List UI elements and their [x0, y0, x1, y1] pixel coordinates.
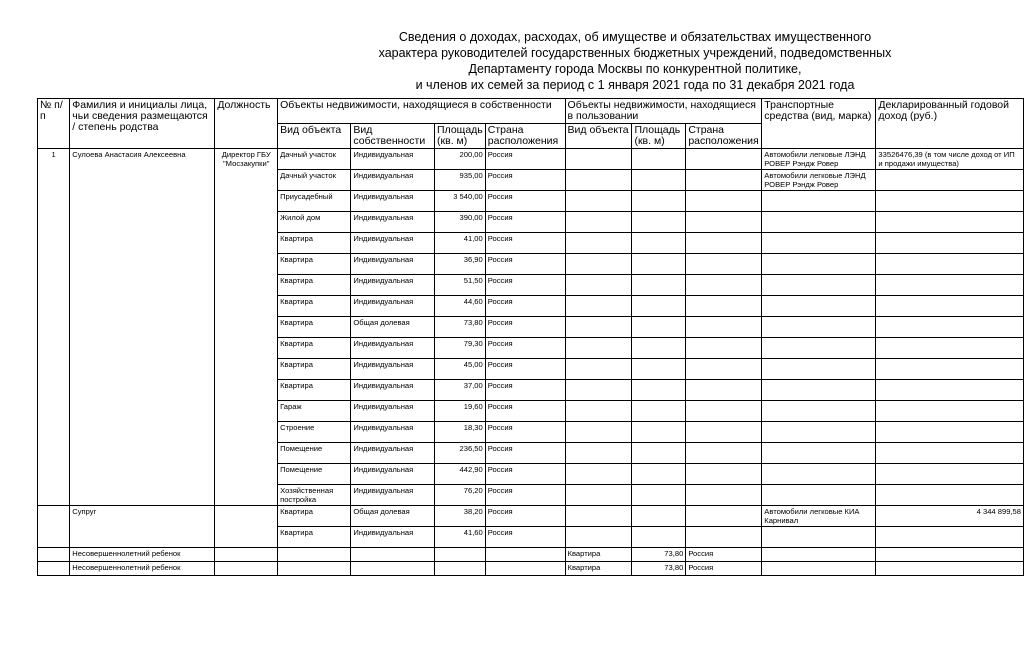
header-owned-ownership: Вид собственности	[351, 124, 435, 149]
used-type-cell	[565, 464, 632, 485]
transport-cell: Автомобили легковые КИА Карнивал	[762, 506, 876, 527]
owned-country-cell: Россия	[485, 527, 565, 548]
owned-type-cell: Гараж	[278, 401, 351, 422]
used-country-cell	[686, 338, 762, 359]
used-country-cell	[686, 485, 762, 506]
owned-area-cell: 79,30	[435, 338, 486, 359]
used-country-cell	[686, 317, 762, 338]
used-area-cell	[632, 338, 686, 359]
position-cell	[215, 506, 278, 548]
income-cell	[876, 359, 1024, 380]
transport-cell	[762, 422, 876, 443]
owned-ownership-cell: Индивидуальная	[351, 380, 435, 401]
owned-type-cell: Квартира	[278, 380, 351, 401]
used-country-cell	[686, 422, 762, 443]
used-area-cell	[632, 443, 686, 464]
owned-ownership-cell: Индивидуальная	[351, 254, 435, 275]
transport-cell	[762, 464, 876, 485]
used-area-cell	[632, 359, 686, 380]
num-cell	[38, 506, 70, 548]
transport-cell: Автомобили легковые ЛЭНД РОВЕР Рэндж Ровер	[762, 170, 876, 191]
document-title	[240, 29, 1024, 93]
owned-area-cell: 390,00	[435, 212, 486, 233]
income-cell	[876, 548, 1024, 562]
owned-type-cell: Квартира	[278, 317, 351, 338]
used-type-cell: Квартира	[565, 548, 632, 562]
income-cell	[876, 233, 1024, 254]
used-area-cell	[632, 464, 686, 485]
table-row	[38, 149, 1024, 170]
owned-country-cell	[485, 562, 565, 576]
used-area-cell	[632, 401, 686, 422]
header-used-country: Страна расположения	[686, 124, 762, 149]
table-row	[38, 506, 1024, 527]
name-cell: Несовершеннолетний ребенок	[70, 548, 215, 562]
income-cell	[876, 464, 1024, 485]
used-type-cell	[565, 212, 632, 233]
owned-ownership-cell: Индивидуальная	[351, 212, 435, 233]
used-country-cell	[686, 212, 762, 233]
header-owned-area: Площадь (кв. м)	[435, 124, 486, 149]
owned-type-cell: Хозяйственная постройка	[278, 485, 351, 506]
owned-ownership-cell: Индивидуальная	[351, 443, 435, 464]
income-cell	[876, 170, 1024, 191]
used-country-cell: Россия	[686, 548, 762, 562]
transport-cell	[762, 562, 876, 576]
used-country-cell	[686, 401, 762, 422]
header-income: Декларированный годовой доход (руб.)	[876, 99, 1024, 149]
transport-cell	[762, 401, 876, 422]
owned-ownership-cell: Индивидуальная	[351, 338, 435, 359]
owned-type-cell: Квартира	[278, 338, 351, 359]
income-cell	[876, 401, 1024, 422]
owned-country-cell: Россия	[485, 464, 565, 485]
used-type-cell	[565, 170, 632, 191]
owned-ownership-cell: Индивидуальная	[351, 296, 435, 317]
owned-ownership-cell: Индивидуальная	[351, 401, 435, 422]
owned-ownership-cell: Индивидуальная	[351, 527, 435, 548]
used-country-cell	[686, 149, 762, 170]
used-area-cell	[632, 527, 686, 548]
transport-cell	[762, 443, 876, 464]
position-cell: Директор ГБУ "Мосзакупки"	[215, 149, 278, 506]
owned-ownership-cell	[351, 548, 435, 562]
owned-country-cell: Россия	[485, 338, 565, 359]
transport-cell	[762, 212, 876, 233]
header-owned-country: Страна расположения	[485, 124, 565, 149]
owned-type-cell	[278, 562, 351, 576]
owned-area-cell: 44,60	[435, 296, 486, 317]
owned-country-cell: Россия	[485, 233, 565, 254]
income-cell	[876, 254, 1024, 275]
used-type-cell	[565, 296, 632, 317]
num-cell	[38, 562, 70, 576]
income-cell	[876, 275, 1024, 296]
owned-area-cell: 19,60	[435, 401, 486, 422]
used-area-cell	[632, 485, 686, 506]
owned-type-cell: Квартира	[278, 506, 351, 527]
owned-country-cell: Россия	[485, 422, 565, 443]
owned-area-cell	[435, 562, 486, 576]
transport-cell	[762, 254, 876, 275]
income-cell: 4 344 899,58	[876, 506, 1024, 527]
used-country-cell: Россия	[686, 562, 762, 576]
owned-type-cell: Дачный участок	[278, 170, 351, 191]
owned-country-cell: Россия	[485, 485, 565, 506]
transport-cell	[762, 275, 876, 296]
header-used-group: Объекты недвижимости, находящиеся в пользовании	[565, 99, 762, 124]
owned-country-cell: Россия	[485, 296, 565, 317]
used-type-cell	[565, 359, 632, 380]
used-country-cell	[686, 296, 762, 317]
owned-area-cell: 41,00	[435, 233, 486, 254]
owned-area-cell: 36,90	[435, 254, 486, 275]
table-body	[38, 149, 1024, 576]
used-type-cell	[565, 527, 632, 548]
owned-type-cell: Помещение	[278, 443, 351, 464]
owned-ownership-cell: Индивидуальная	[351, 233, 435, 254]
header-position: Должность	[215, 99, 278, 149]
income-cell	[876, 212, 1024, 233]
owned-area-cell: 18,30	[435, 422, 486, 443]
owned-country-cell: Россия	[485, 401, 565, 422]
name-cell: Супруг	[70, 506, 215, 548]
owned-ownership-cell: Индивидуальная	[351, 191, 435, 212]
used-area-cell	[632, 275, 686, 296]
income-cell	[876, 380, 1024, 401]
transport-cell	[762, 296, 876, 317]
title-line: Департаменту города Москвы по конкурентной политике,	[468, 62, 802, 76]
used-country-cell	[686, 275, 762, 296]
income-cell	[876, 485, 1024, 506]
title-line: Сведения о доходах, расходах, об имуществе и обязательствах имущественного	[398, 30, 872, 44]
position-cell	[215, 548, 278, 562]
transport-cell	[762, 527, 876, 548]
title-line: и членов их семей за период с 1 января 2021 года по 31 декабря 2021 года	[415, 78, 855, 92]
transport-cell	[762, 338, 876, 359]
used-country-cell	[686, 443, 762, 464]
used-area-cell	[632, 380, 686, 401]
owned-ownership-cell	[351, 562, 435, 576]
owned-area-cell	[435, 548, 486, 562]
used-country-cell	[686, 506, 762, 527]
header-num: № п/п	[38, 99, 70, 149]
owned-area-cell: 41,60	[435, 527, 486, 548]
header-name: Фамилия и инициалы лица, чьи сведения размещаются / степень родства	[70, 99, 215, 149]
owned-country-cell: Россия	[485, 275, 565, 296]
owned-ownership-cell: Индивидуальная	[351, 464, 435, 485]
used-area-cell	[632, 506, 686, 527]
owned-area-cell: 38,20	[435, 506, 486, 527]
owned-area-cell: 935,00	[435, 170, 486, 191]
used-country-cell	[686, 254, 762, 275]
owned-country-cell: Россия	[485, 317, 565, 338]
owned-area-cell: 200,00	[435, 149, 486, 170]
owned-type-cell: Приусадебный	[278, 191, 351, 212]
used-type-cell	[565, 254, 632, 275]
used-area-cell	[632, 422, 686, 443]
used-type-cell	[565, 149, 632, 170]
used-area-cell	[632, 254, 686, 275]
num-cell	[38, 548, 70, 562]
header-used-type: Вид объекта	[565, 124, 632, 149]
owned-country-cell: Россия	[485, 191, 565, 212]
owned-type-cell: Квартира	[278, 296, 351, 317]
name-cell: Несовершеннолетний ребенок	[70, 562, 215, 576]
used-type-cell	[565, 506, 632, 527]
header-transport: Транспортные средства (вид, марка)	[762, 99, 876, 149]
used-type-cell	[565, 191, 632, 212]
owned-country-cell: Россия	[485, 359, 565, 380]
used-area-cell	[632, 149, 686, 170]
owned-area-cell: 45,00	[435, 359, 486, 380]
used-type-cell	[565, 338, 632, 359]
transport-cell: Автомобили легковые ЛЭНД РОВЕР Рэндж Ровер	[762, 149, 876, 170]
income-cell	[876, 443, 1024, 464]
owned-ownership-cell: Индивидуальная	[351, 149, 435, 170]
used-type-cell	[565, 443, 632, 464]
used-type-cell	[565, 317, 632, 338]
owned-country-cell	[485, 548, 565, 562]
used-type-cell	[565, 275, 632, 296]
income-cell	[876, 191, 1024, 212]
owned-ownership-cell: Индивидуальная	[351, 359, 435, 380]
transport-cell	[762, 380, 876, 401]
used-area-cell	[632, 191, 686, 212]
owned-ownership-cell: Индивидуальная	[351, 422, 435, 443]
owned-type-cell: Строение	[278, 422, 351, 443]
used-area-cell: 73,80	[632, 548, 686, 562]
owned-ownership-cell: Общая долевая	[351, 317, 435, 338]
owned-ownership-cell: Индивидуальная	[351, 485, 435, 506]
transport-cell	[762, 317, 876, 338]
used-type-cell	[565, 401, 632, 422]
transport-cell	[762, 548, 876, 562]
owned-type-cell: Квартира	[278, 275, 351, 296]
header-owned-type: Вид объекта	[278, 124, 351, 149]
used-country-cell	[686, 359, 762, 380]
owned-type-cell	[278, 548, 351, 562]
owned-area-cell: 37,00	[435, 380, 486, 401]
position-cell	[215, 562, 278, 576]
used-type-cell	[565, 380, 632, 401]
income-cell	[876, 317, 1024, 338]
owned-area-cell: 73,80	[435, 317, 486, 338]
owned-country-cell: Россия	[485, 506, 565, 527]
declaration-table	[37, 98, 1024, 576]
owned-ownership-cell: Индивидуальная	[351, 170, 435, 191]
owned-type-cell: Помещение	[278, 464, 351, 485]
owned-ownership-cell: Индивидуальная	[351, 275, 435, 296]
used-country-cell	[686, 191, 762, 212]
transport-cell	[762, 233, 876, 254]
income-cell: 33526476,39 (в том числе доход от ИП и продажи имущества)	[876, 149, 1024, 170]
title-line: характера руководителей государственных бюджетных учреждений, подведомственных	[378, 46, 892, 60]
used-type-cell: Квартира	[565, 562, 632, 576]
used-type-cell	[565, 233, 632, 254]
owned-country-cell: Россия	[485, 212, 565, 233]
transport-cell	[762, 359, 876, 380]
owned-type-cell: Квартира	[278, 527, 351, 548]
owned-area-cell: 76,20	[435, 485, 486, 506]
used-area-cell	[632, 317, 686, 338]
transport-cell	[762, 191, 876, 212]
owned-area-cell: 51,50	[435, 275, 486, 296]
income-cell	[876, 296, 1024, 317]
used-type-cell	[565, 422, 632, 443]
owned-country-cell: Россия	[485, 149, 565, 170]
header-used-area: Площадь (кв. м)	[632, 124, 686, 149]
used-area-cell: 73,80	[632, 562, 686, 576]
name-cell: Сулоева Анастасия Алексеевна	[70, 149, 215, 506]
used-type-cell	[565, 485, 632, 506]
owned-area-cell: 236,50	[435, 443, 486, 464]
used-area-cell	[632, 296, 686, 317]
owned-type-cell: Квартира	[278, 254, 351, 275]
income-cell	[876, 422, 1024, 443]
owned-area-cell: 442,90	[435, 464, 486, 485]
num-cell: 1	[38, 149, 70, 506]
header-owned-group: Объекты недвижимости, находящиеся в собственности	[278, 99, 565, 124]
income-cell	[876, 338, 1024, 359]
used-country-cell	[686, 170, 762, 191]
table-row	[38, 562, 1024, 576]
table-row	[38, 548, 1024, 562]
used-area-cell	[632, 212, 686, 233]
owned-area-cell: 3 540,00	[435, 191, 486, 212]
used-country-cell	[686, 380, 762, 401]
owned-country-cell: Россия	[485, 170, 565, 191]
transport-cell	[762, 485, 876, 506]
income-cell	[876, 527, 1024, 548]
owned-ownership-cell: Общая долевая	[351, 506, 435, 527]
owned-type-cell: Квартира	[278, 233, 351, 254]
owned-country-cell: Россия	[485, 443, 565, 464]
used-area-cell	[632, 170, 686, 191]
owned-type-cell: Дачный участок	[278, 149, 351, 170]
used-area-cell	[632, 233, 686, 254]
used-country-cell	[686, 464, 762, 485]
owned-type-cell: Квартира	[278, 359, 351, 380]
owned-country-cell: Россия	[485, 254, 565, 275]
used-country-cell	[686, 233, 762, 254]
owned-type-cell: Жилой дом	[278, 212, 351, 233]
income-cell	[876, 562, 1024, 576]
owned-country-cell: Россия	[485, 380, 565, 401]
used-country-cell	[686, 527, 762, 548]
